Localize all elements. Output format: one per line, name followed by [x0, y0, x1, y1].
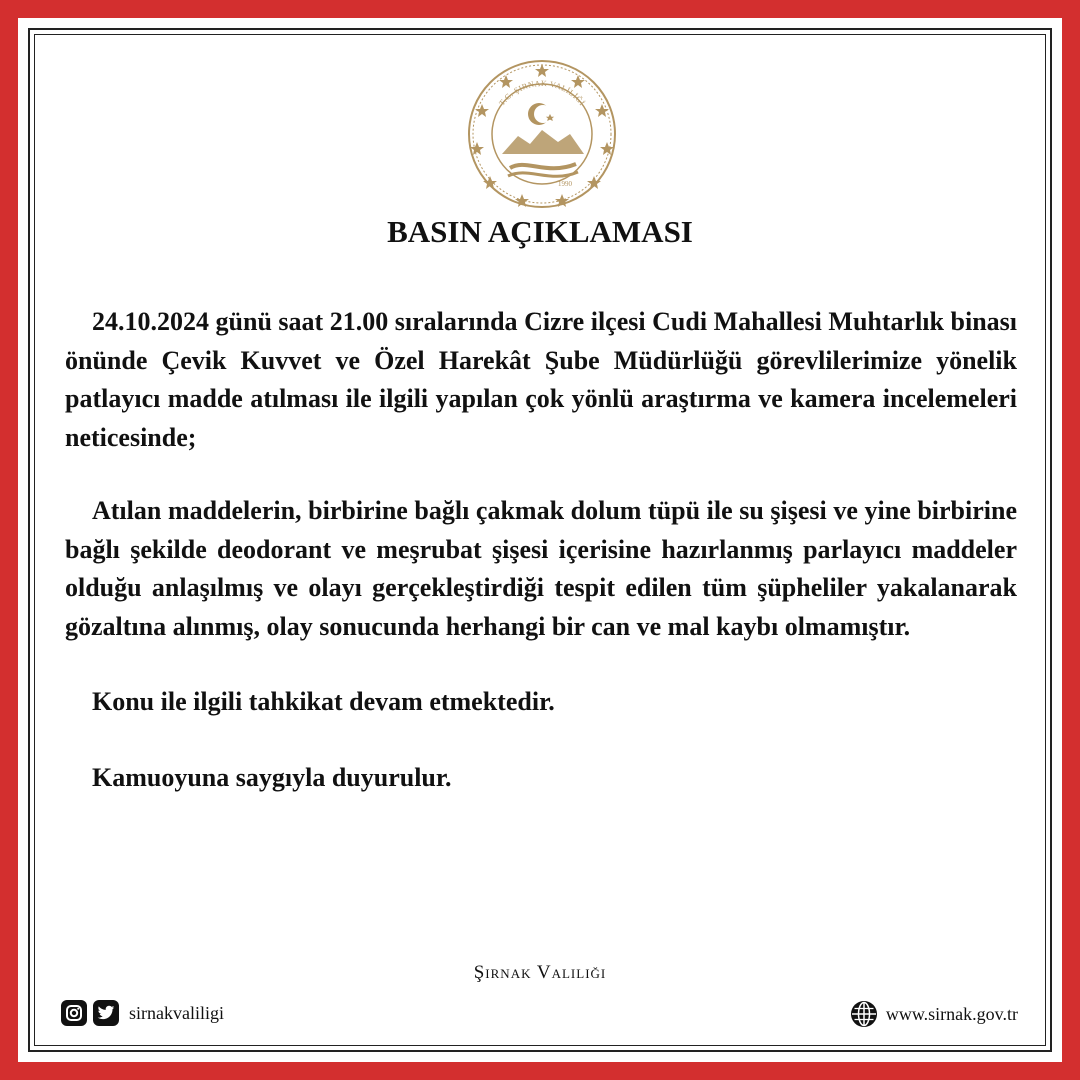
- twitter-icon[interactable]: [93, 1000, 119, 1026]
- document-title: BASIN AÇIKLAMASI: [387, 214, 693, 249]
- signature: Şırnak Valiliği: [473, 962, 607, 983]
- seal-year: 1990: [558, 180, 572, 188]
- website-link[interactable]: [850, 1000, 1018, 1028]
- paragraph-3: Konu ile ilgili tahkikat devam etmektedir.: [92, 687, 555, 716]
- press-release-page: [18, 18, 1062, 1062]
- paragraph-1: 24.10.2024 günü saat 21.00 sıralarında Cizre ilçesi Cudi Mahallesi Muhtarlık binası önünde Çevik Kuvvet ve Özel Harekât Şube Müdürlüğü görevlilerimize yönelik patlayıcı madde atılması ile ilgili yapılan çok yönlü araştırma ve kamera incelemeleri neticesinde;: [65, 307, 1017, 452]
- social-links: [61, 1000, 224, 1026]
- globe-icon: [850, 1000, 878, 1028]
- paragraph-2: Atılan maddelerin, birbirine bağlı çakmak dolum tüpü ile su şişesi ve yine birbirine bağlı şekilde deodorant ve meşrubat şişesi içerisine hazırlanmış parlayıcı maddeler olduğu anlaşılmış ve olayı gerçekleştirdiği tespit edilen tüm şüpheliler yakalanarak gözaltına alınmış, olay sonucunda herhangi bir can ve mal kaybı olmamıştır.: [65, 496, 1017, 641]
- social-handle[interactable]: sirnakvaliligi: [129, 1002, 224, 1023]
- seal-ring-text: T.C. ŞIRNAK VALİLİĞİ: [497, 78, 587, 108]
- website-url[interactable]: www.sirnak.gov.tr: [885, 1003, 1018, 1024]
- paragraph-4: Kamuoyuna saygıyla duyurulur.: [92, 762, 452, 792]
- svg-text:T.C. ŞIRNAK VALİLİĞİ: [497, 79, 586, 108]
- governorship-seal-logo: [466, 58, 618, 210]
- document-body: [65, 303, 1017, 797]
- instagram-icon[interactable]: [61, 1000, 87, 1026]
